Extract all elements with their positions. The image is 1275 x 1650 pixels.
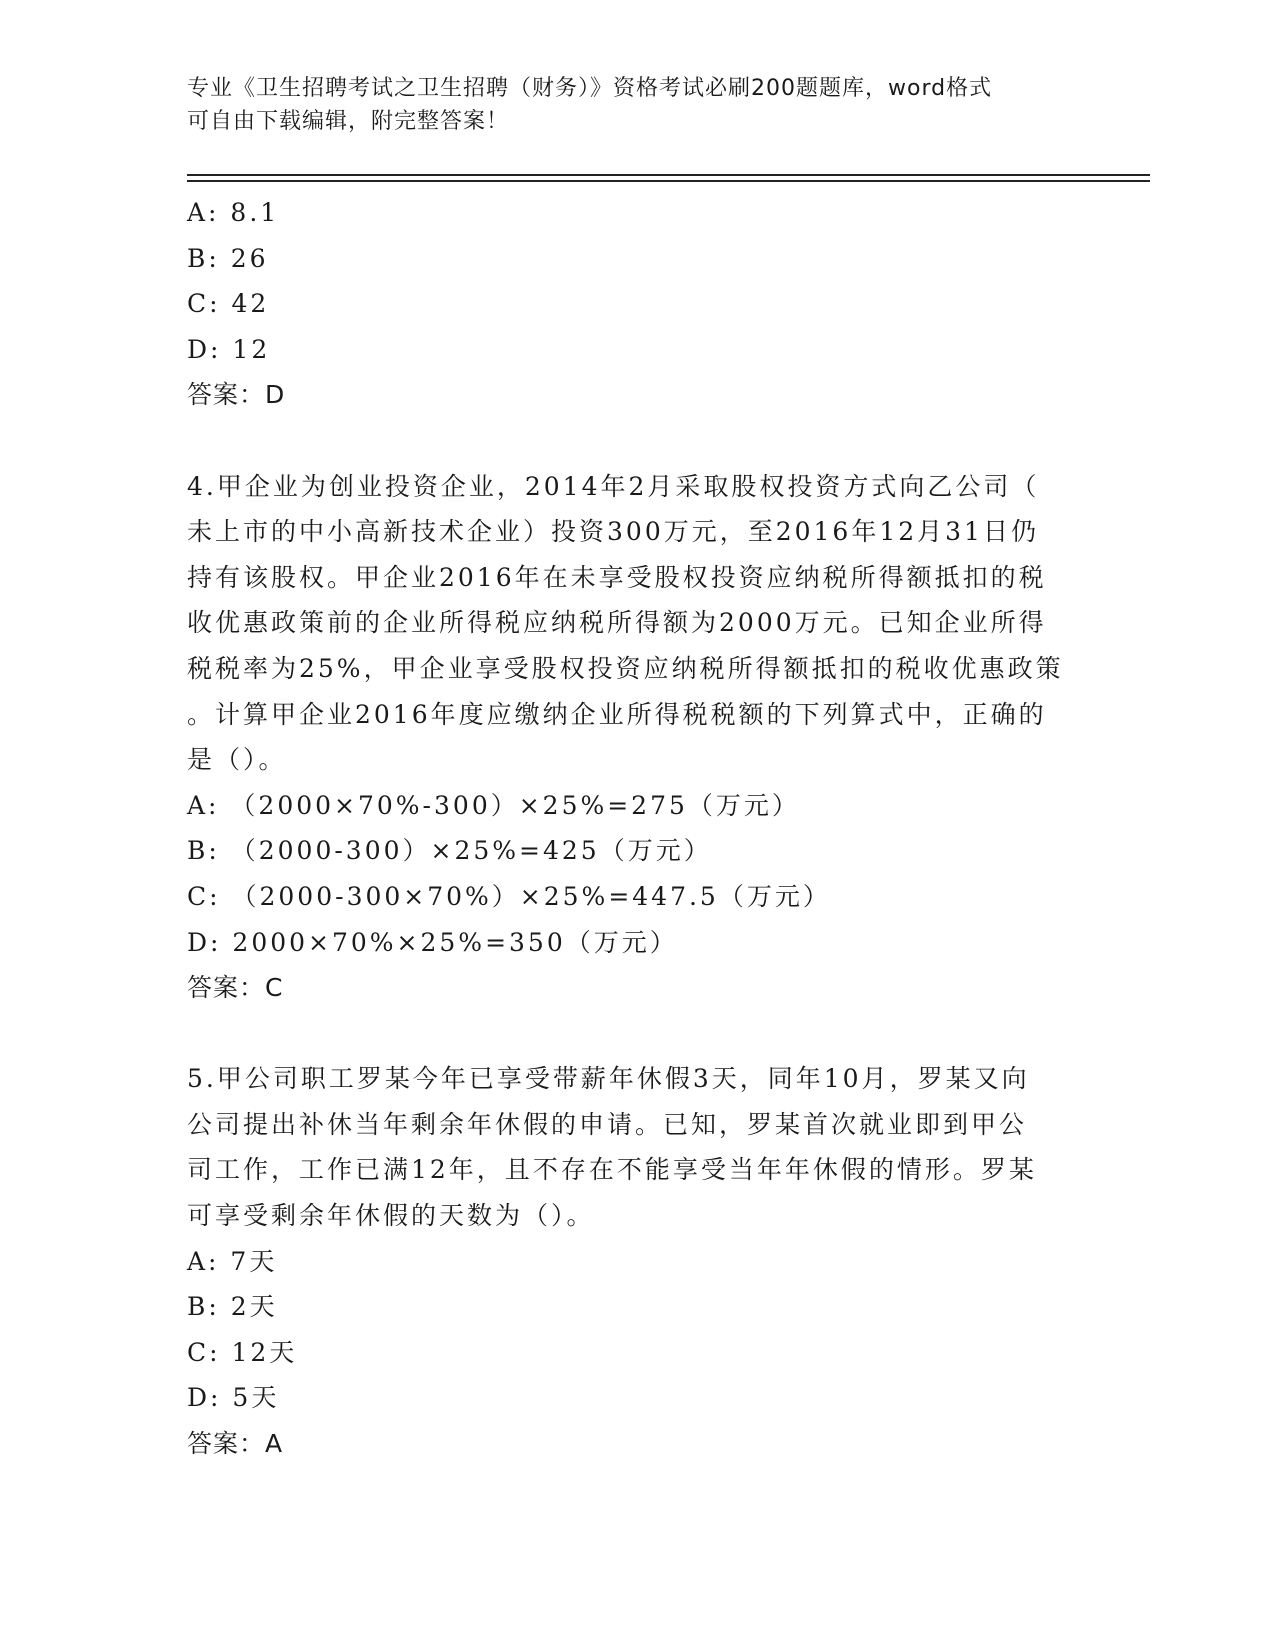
option-b: B: 2天 (187, 1292, 278, 1322)
question-stem-line: 未上市的中小高新技术企业）投资300万元，至2016年12月31日仍 (187, 517, 1039, 547)
option-c: C: 42 (187, 289, 270, 319)
question-3 (187, 190, 1087, 418)
option-d: D: 12 (187, 334, 271, 364)
option-b: B: （2000-300）×25%=425（万元） (187, 836, 712, 866)
header-title-line-1: 专业《卫生招聘考试之卫生招聘（财务）》资格考试必刷200题题库，word格式 (187, 76, 993, 101)
question-stem-line: 公司提出补休当年剩余年休假的申请。已知，罗某首次就业即到甲公 (187, 1109, 1028, 1139)
question-stem-line: 是（）。 (187, 745, 287, 775)
question-stem-line: 税税率为25%，甲企业享受股权投资应纳税所得额抵扣的税收优惠政策 (187, 653, 1064, 683)
answer-label: 答案：A (187, 1429, 284, 1459)
spacer (187, 1011, 1087, 1057)
header-title-line-2: 可自由下载编辑，附完整答案！ (187, 109, 510, 134)
question-stem-line: 持有该股权。甲企业2016年在未享受股权投资应纳税所得额抵扣的税 (187, 562, 1047, 592)
question-4 (187, 464, 1087, 1011)
option-d: D: 5天 (187, 1383, 280, 1413)
answer-label: 答案：C (187, 973, 284, 1003)
option-c: C: （2000-300×70%）×25%=447.5（万元） (187, 881, 831, 911)
question-stem-line: 收优惠政策前的企业所得税应纳税所得额为2000万元。已知企业所得 (187, 608, 1047, 638)
question-stem-line: 可享受剩余年休假的天数为（）。 (187, 1201, 595, 1231)
question-5 (187, 1056, 1087, 1466)
spacer (187, 418, 1087, 464)
option-b: B: 26 (187, 243, 269, 273)
answer-label: 答案：D (187, 380, 286, 410)
question-stem-line: 4.甲企业为创业投资企业，2014年2月采取股权投资方式向乙公司（ (187, 471, 1040, 501)
option-c: C: 12天 (187, 1337, 298, 1367)
question-stem-line: 5.甲公司职工罗某今年已享受带薪年休假3天，同年10月，罗某又向 (187, 1064, 1030, 1094)
page-header (187, 72, 1067, 138)
question-stem-line: 司工作，工作已满12年，且不存在不能享受当年年休假的情形。罗某 (187, 1155, 1037, 1185)
option-a: A: （2000×70%-300）×25%=275（万元） (187, 790, 800, 820)
document-body (187, 190, 1087, 1467)
header-divider-top (187, 174, 1150, 176)
header-divider-bottom (187, 180, 1150, 182)
option-d: D: 2000×70%×25%=350（万元） (187, 927, 678, 957)
question-stem-line: 。计算甲企业2016年度应缴纳企业所得税税额的下列算式中，正确的 (187, 699, 1047, 729)
option-a: A: 7天 (187, 1246, 278, 1276)
option-a: A: 8.1 (187, 198, 280, 227)
